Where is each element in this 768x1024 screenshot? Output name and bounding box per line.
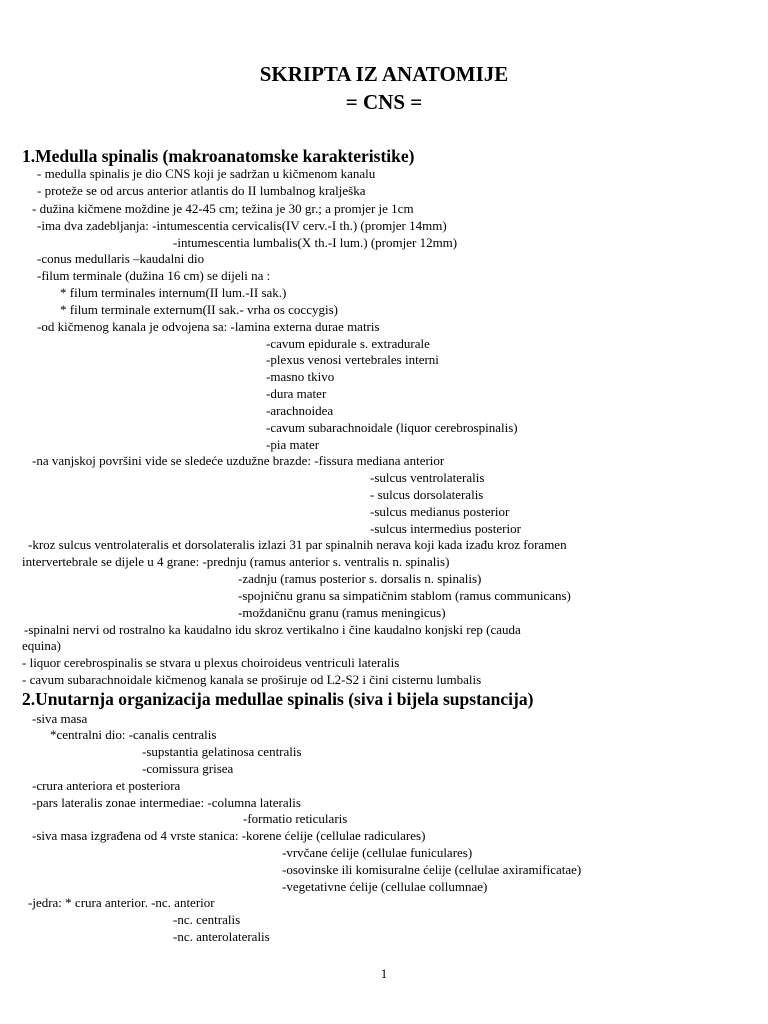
text-line: -od kičmenog kanala je odvojena sa: -lamina externa durae matris	[37, 319, 380, 334]
text-line: -sulcus ventrolateralis	[370, 470, 485, 485]
text-line: -pars lateralis zonae intermediae: -columna lateralis	[32, 795, 301, 810]
text-line: -filum terminale (dužina 16 cm) se dijeli na :	[37, 268, 271, 283]
text-line: equina)	[22, 638, 61, 653]
page-number: 1	[380, 966, 388, 981]
text-line: intervertebrale se dijele u 4 grane: -prednju (ramus anterior s. ventralis n. spinalis)	[22, 554, 450, 569]
section-1-heading: 1.Medulla spinalis (makroanatomske karakteristike)	[22, 146, 415, 166]
text-line: -vegetativne ćelije (cellulae collumnae)	[282, 879, 488, 894]
text-line: -spojničnu granu sa simpatičnim stablom (ramus communicans)	[238, 588, 571, 603]
document-subtitle: = CNS =	[345, 90, 423, 114]
text-line: -masno tkivo	[266, 369, 335, 384]
text-line: -jedra: * crura anterior. -nc. anterior	[28, 895, 215, 910]
text-line: -osovinske ili komisuralne ćelije (cellulae axiramificatae)	[282, 862, 582, 877]
text-line: * filum terminales internum(II lum.-II sak.)	[60, 285, 287, 300]
text-line: -cavum subarachnoidale (liquor cerebrospinalis)	[266, 420, 518, 435]
text-line: -na vanjskoj površini vide se sledeće uzdužne brazde: -fissura mediana anterior	[32, 453, 445, 468]
text-line: -sulcus medianus posterior	[370, 504, 510, 519]
text-line: -pia mater	[266, 437, 320, 452]
text-line: -sulcus intermedius posterior	[370, 521, 521, 536]
text-line: -formatio reticularis	[243, 811, 348, 826]
text-line: -intumescentia lumbalis(X th.-I lum.) (promjer 12mm)	[173, 235, 458, 250]
text-line: -zadnju (ramus posterior s. dorsalis n. spinalis)	[238, 571, 482, 586]
text-line: -siva masa izgrađena od 4 vrste stanica: -korene ćelije (cellulae radiculares)	[32, 828, 426, 843]
text-line: - medulla spinalis je dio CNS koji je sadržan u kičmenom kanalu	[37, 166, 376, 181]
text-line: -ima dva zadebljanja: -intumescentia cervicalis(IV cerv.-I th.) (promjer 14mm)	[37, 218, 447, 233]
text-line: - dužina kičmene moždine je 42-45 cm; težina je 30 gr.; a promjer je 1cm	[32, 201, 414, 216]
text-line: -nc. centralis	[173, 912, 241, 927]
text-line: -conus medullaris –kaudalni dio	[37, 251, 205, 266]
text-line: * filum terminale externum(II sak.- vrha os coccygis)	[60, 302, 338, 317]
text-line: *centralni dio: -canalis centralis	[50, 727, 217, 742]
text-line: -nc. anterolateralis	[173, 929, 270, 944]
section-2-heading: 2.Unutarnja organizacija medullae spinalis (siva i bijela supstancija)	[22, 689, 534, 709]
text-line: -plexus venosi vertebrales interni	[266, 352, 439, 367]
text-line: -comissura grisea	[142, 761, 234, 776]
text-line: - cavum subarachnoidale kičmenog kanala se proširuje od L2-S2 i čini cisternu lumbalis	[22, 672, 482, 687]
text-line: - liquor cerebrospinalis se stvara u plexus choiroideus ventriculi lateralis	[22, 655, 400, 670]
text-line: -supstantia gelatinosa centralis	[142, 744, 302, 759]
text-line: -spinalni nervi od rostralno ka kaudalno idu skroz vertikalno i čine kaudalno konjski rep (cauda	[24, 622, 521, 637]
text-line: -dura mater	[266, 386, 327, 401]
text-line: - proteže se od arcus anterior atlantis do II lumbalnog kralješka	[37, 183, 366, 198]
text-line: -crura anteriora et posteriora	[32, 778, 181, 793]
document-title: SKRIPTA IZ ANATOMIJE	[259, 62, 509, 86]
text-line: - sulcus dorsolateralis	[370, 487, 484, 502]
text-line: -arachnoidea	[266, 403, 334, 418]
text-line: -siva masa	[32, 711, 88, 726]
text-line: -cavum epidurale s. extradurale	[266, 336, 430, 351]
text-line: -kroz sulcus ventrolateralis et dorsolateralis izlazi 31 par spinalnih nerava koji kada izađu kroz foramen	[28, 537, 567, 552]
text-line: -moždaničnu granu (ramus meningicus)	[238, 605, 446, 620]
text-line: -vrvčane ćelije (cellulae funiculares)	[282, 845, 473, 860]
